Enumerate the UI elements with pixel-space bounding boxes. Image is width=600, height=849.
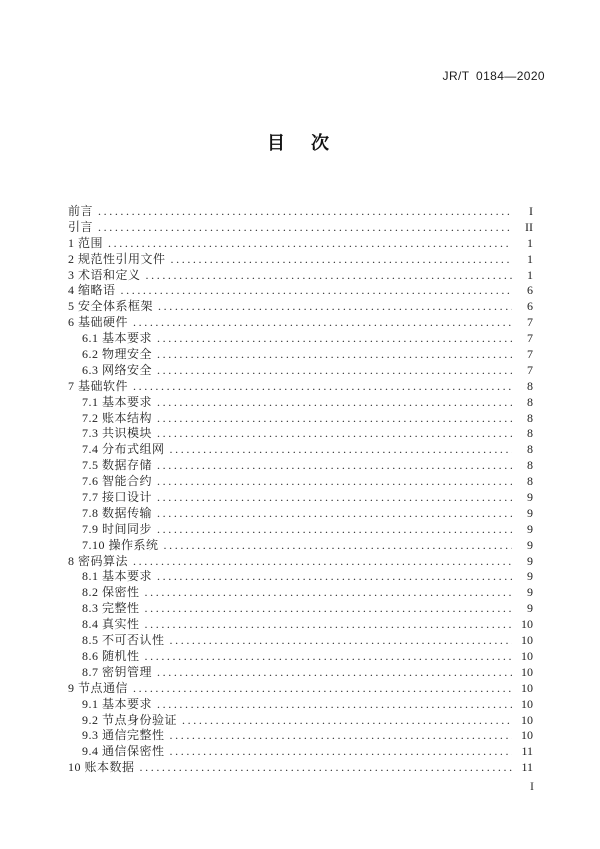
toc-entry-page: 10 xyxy=(521,728,533,743)
toc-entry-page: 10 xyxy=(521,680,533,695)
dot-leader xyxy=(157,395,512,411)
toc-entry xyxy=(68,713,533,729)
dot-leader xyxy=(170,744,512,760)
toc-entry xyxy=(68,506,533,522)
dot-leader xyxy=(158,299,512,315)
dot-leader xyxy=(145,585,512,601)
dot-leader xyxy=(98,220,512,236)
dot-leader xyxy=(157,411,512,427)
toc-entry-label: 9.3 通信完整性 xyxy=(82,728,165,743)
dot-leader xyxy=(133,681,512,697)
dot-leader xyxy=(140,760,512,776)
toc-entry-label: 1 范围 xyxy=(68,235,104,250)
toc-entry-label: 6.3 网络安全 xyxy=(82,362,153,377)
toc-entry-page: 9 xyxy=(527,585,533,600)
toc-entry-page: 9 xyxy=(527,569,533,584)
toc-entry xyxy=(68,315,533,331)
toc-entry xyxy=(68,601,533,617)
toc-entry-label: 7.7 接口设计 xyxy=(82,490,153,505)
dot-leader xyxy=(121,283,512,299)
toc-entry xyxy=(68,220,533,236)
dot-leader xyxy=(157,697,512,713)
toc-entry xyxy=(68,236,533,252)
dot-leader xyxy=(98,204,512,220)
toc-entry xyxy=(68,411,533,427)
toc-entry-page: 8 xyxy=(527,410,533,425)
dot-leader xyxy=(133,554,512,570)
toc-entry xyxy=(68,204,533,220)
dot-leader xyxy=(146,268,512,284)
toc-entry-page: 8 xyxy=(527,474,533,489)
toc-entry-label: 7.10 操作系统 xyxy=(82,537,159,552)
toc-entry xyxy=(68,283,533,299)
toc-entry xyxy=(68,585,533,601)
table-of-contents xyxy=(68,204,533,776)
dot-leader xyxy=(170,442,512,458)
toc-entry-page: 8 xyxy=(527,394,533,409)
toc-entry-label: 8.3 完整性 xyxy=(82,601,140,616)
dot-leader xyxy=(157,474,512,490)
toc-entry-label: 10 账本数据 xyxy=(68,760,135,775)
toc-entry-page: 10 xyxy=(521,633,533,648)
toc-entry xyxy=(68,252,533,268)
dot-leader xyxy=(145,601,512,617)
toc-entry-page: 9 xyxy=(527,553,533,568)
toc-entry-page: 10 xyxy=(521,664,533,679)
toc-entry-label: 7.3 共识模块 xyxy=(82,426,153,441)
toc-entry xyxy=(68,697,533,713)
toc-entry-page: 9 xyxy=(527,521,533,536)
toc-entry-page: 8 xyxy=(527,378,533,393)
toc-entry-page: II xyxy=(525,219,533,234)
toc-entry-label: 7.9 时间同步 xyxy=(82,521,153,536)
toc-entry-label: 5 安全体系框架 xyxy=(68,299,154,314)
toc-entry xyxy=(68,760,533,776)
dot-leader xyxy=(157,363,512,379)
toc-entry xyxy=(68,538,533,554)
toc-entry xyxy=(68,728,533,744)
toc-entry xyxy=(68,268,533,284)
toc-entry-label: 8.2 保密性 xyxy=(82,585,140,600)
toc-entry-label: 引言 xyxy=(68,219,94,234)
toc-entry xyxy=(68,474,533,490)
toc-entry-label: 8.6 随机性 xyxy=(82,648,140,663)
toc-entry-page: 8 xyxy=(527,442,533,457)
dot-leader xyxy=(145,649,512,665)
toc-entry-page: 10 xyxy=(521,696,533,711)
toc-entry xyxy=(68,379,533,395)
toc-entry xyxy=(68,299,533,315)
dot-leader xyxy=(157,458,512,474)
toc-entry-page: 11 xyxy=(521,744,533,759)
dot-leader xyxy=(133,315,512,331)
toc-entry xyxy=(68,347,533,363)
toc-entry xyxy=(68,744,533,760)
toc-entry-label: 8.5 不可否认性 xyxy=(82,633,165,648)
page-title: 目 次 xyxy=(267,133,333,153)
toc-entry-page: 8 xyxy=(527,426,533,441)
dot-leader xyxy=(171,252,512,268)
toc-entry xyxy=(68,395,533,411)
toc-entry-page: 9 xyxy=(527,505,533,520)
toc-entry-label: 前言 xyxy=(68,204,94,218)
toc-entry-label: 9.1 基本要求 xyxy=(82,696,153,711)
dot-leader xyxy=(164,538,512,554)
toc-entry-label: 9.2 节点身份验证 xyxy=(82,712,178,727)
toc-entry-label: 8.1 基本要求 xyxy=(82,569,153,584)
toc-entry-label: 7 基础软件 xyxy=(68,378,129,393)
toc-entry-page: 7 xyxy=(527,362,533,377)
toc-entry xyxy=(68,442,533,458)
toc-entry xyxy=(68,633,533,649)
toc-entry-label: 7.1 基本要求 xyxy=(82,394,153,409)
dot-leader xyxy=(170,633,512,649)
toc-entry xyxy=(68,522,533,538)
dot-leader xyxy=(157,522,512,538)
dot-leader xyxy=(157,331,512,347)
toc-entry xyxy=(68,617,533,633)
toc-entry xyxy=(68,569,533,585)
dot-leader xyxy=(157,426,512,442)
dot-leader xyxy=(157,665,512,681)
toc-entry-label: 7.5 数据存储 xyxy=(82,458,153,473)
doc-standard-number: JR/T 0184—2020 xyxy=(442,69,545,83)
toc-entry-label: 8 密码算法 xyxy=(68,553,129,568)
toc-entry-page: 6 xyxy=(527,299,533,314)
toc-entry xyxy=(68,363,533,379)
toc-entry-page: 1 xyxy=(527,251,533,266)
toc-entry-page: 11 xyxy=(521,760,533,775)
toc-entry-label: 6 基础硬件 xyxy=(68,315,129,330)
toc-entry-page: 7 xyxy=(527,331,533,346)
dot-leader xyxy=(157,347,512,363)
toc-entry-page: 1 xyxy=(527,267,533,282)
toc-entry-page: 10 xyxy=(521,617,533,632)
toc-entry-label: 2 规范性引用文件 xyxy=(68,251,166,266)
toc-entry-label: 7.4 分布式组网 xyxy=(82,442,165,457)
toc-entry-label: 7.8 数据传输 xyxy=(82,505,153,520)
toc-entry-page: I xyxy=(529,204,533,218)
dot-leader xyxy=(170,728,512,744)
toc-entry xyxy=(68,554,533,570)
toc-entry xyxy=(68,681,533,697)
dot-leader xyxy=(108,236,512,252)
toc-entry-label: 4 缩略语 xyxy=(68,283,116,298)
toc-entry-page: 1 xyxy=(527,235,533,250)
toc-entry xyxy=(68,665,533,681)
toc-entry-page: 7 xyxy=(527,347,533,362)
toc-entry-label: 3 术语和定义 xyxy=(68,267,141,282)
toc-entry-page: 10 xyxy=(521,712,533,727)
toc-entry-page: 7 xyxy=(527,315,533,330)
toc-entry-label: 8.4 真实性 xyxy=(82,617,140,632)
footer-page-number: I xyxy=(530,779,534,793)
toc-entry-label: 9.4 通信保密性 xyxy=(82,744,165,759)
toc-entry-page: 9 xyxy=(527,601,533,616)
dot-leader xyxy=(182,713,512,729)
toc-entry xyxy=(68,490,533,506)
toc-entry xyxy=(68,649,533,665)
toc-entry-label: 9 节点通信 xyxy=(68,680,129,695)
toc-entry xyxy=(68,331,533,347)
toc-entry-page: 8 xyxy=(527,458,533,473)
toc-entry-label: 7.6 智能合约 xyxy=(82,474,153,489)
toc-entry-label: 6.2 物理安全 xyxy=(82,347,153,362)
dot-leader xyxy=(133,379,512,395)
toc-entry-label: 6.1 基本要求 xyxy=(82,331,153,346)
dot-leader xyxy=(157,569,512,585)
dot-leader xyxy=(157,506,512,522)
toc-entry-page: 9 xyxy=(527,537,533,552)
toc-entry xyxy=(68,426,533,442)
toc-entry xyxy=(68,458,533,474)
dot-leader xyxy=(145,617,512,633)
toc-entry-page: 6 xyxy=(527,283,533,298)
toc-entry-label: 8.7 密钥管理 xyxy=(82,664,153,679)
toc-entry-page: 10 xyxy=(521,648,533,663)
dot-leader xyxy=(157,490,512,506)
toc-entry-page: 9 xyxy=(527,490,533,505)
toc-entry-label: 7.2 账本结构 xyxy=(82,410,153,425)
